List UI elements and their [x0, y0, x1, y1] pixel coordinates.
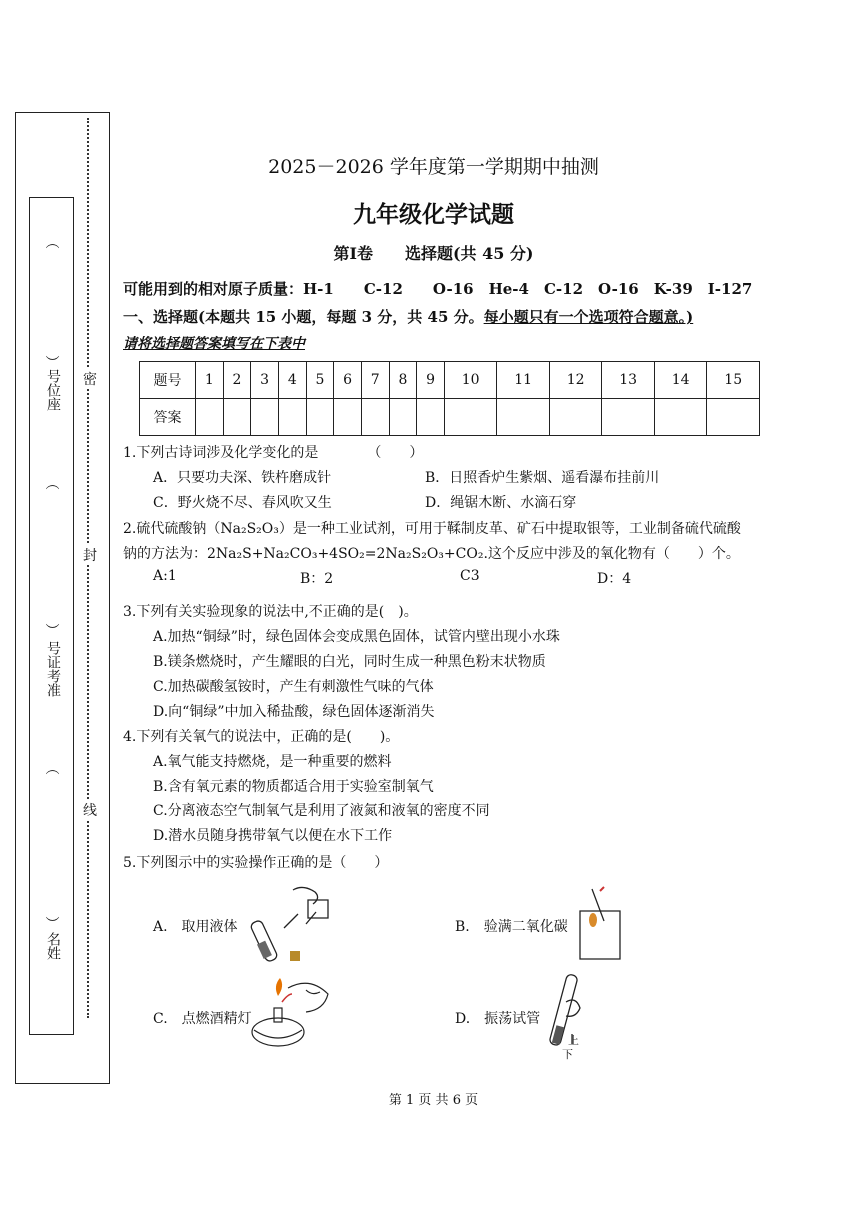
answer-header: 答案 [140, 399, 196, 436]
shake-label-up: 上 [568, 1034, 579, 1047]
answer-row [140, 399, 760, 436]
answer-cell[interactable] [196, 399, 224, 436]
question-number-cell: 3 [251, 362, 279, 399]
answer-cell[interactable] [497, 399, 550, 436]
question-2-option-d: D：4 [597, 571, 632, 587]
question-5-option-b: B. 验满二氧化碳 [455, 919, 568, 935]
section-one-intro [123, 306, 693, 327]
question-5-option-c: C. 点燃酒精灯 [153, 1011, 252, 1027]
question-5-option-a: A. 取用液体 [153, 919, 238, 935]
seat-paren-close: ） [43, 355, 59, 369]
shake-label-down: 下 [562, 1048, 573, 1061]
answer-table [139, 361, 760, 436]
name-paren-open: （ [43, 761, 59, 775]
question-2-stem-line1: 2.硫代硫酸钠（Na₂S₂O₃）是一种工业试剂，可用于鞣制皮革、矿石中提取银等，工业制备硫代硫酸 [123, 521, 741, 537]
question-1-option-c: C．野火烧不尽、春风吹又生 [153, 495, 332, 511]
answer-cell[interactable] [223, 399, 251, 436]
question-3-option-d: D.向“铜绿”中加入稀盐酸，绿色固体逐渐消失 [153, 704, 435, 720]
question-number-cell: 5 [306, 362, 334, 399]
seal-mark-2: 封 [83, 545, 97, 565]
co2-test-illustration [572, 885, 627, 963]
question-4-option-b: B.含有氧元素的物质都适合用于实验室制氧气 [153, 779, 434, 795]
exam-id-paren-close: ） [43, 623, 59, 637]
answer-instruction: 请将选择题答案填写在下表中 [123, 336, 305, 352]
pouring-liquid-illustration [238, 882, 343, 967]
question-1-option-d: D．绳锯木断、水滴石穿 [425, 495, 577, 511]
question-number-cell: 14 [654, 362, 707, 399]
answer-cell[interactable] [278, 399, 306, 436]
question-number-cell: 15 [707, 362, 760, 399]
name-label: 名姓 [45, 932, 61, 960]
question-number-cell: 4 [278, 362, 306, 399]
name-paren-close: ） [43, 916, 59, 930]
exam-term-title: 2025－2026 学年度第一学期期中抽测 [268, 156, 599, 178]
question-number-cell: 11 [497, 362, 550, 399]
question-number-cell: 1 [196, 362, 224, 399]
question-3-option-b: B.镁条燃烧时，产生耀眼的白光，同时生成一种黑色粉末状物质 [153, 654, 546, 670]
question-number-cell: 13 [602, 362, 655, 399]
answer-cell[interactable] [306, 399, 334, 436]
question-1-stem: 1.下列古诗词涉及化学变化的是 （ ） [123, 445, 424, 461]
question-4-option-c: C.分离液态空气制氧气是利用了液氮和液氧的密度不同 [153, 803, 490, 819]
question-4-stem: 4.下列有关氧气的说法中，正确的是( )。 [123, 729, 400, 745]
seal-mark-3: 线 [83, 800, 97, 820]
page-number: 第 1 页 共 6 页 [388, 1093, 479, 1108]
question-3-option-c: C.加热碳酸氢铵时，产生有刺激性气味的气体 [153, 679, 434, 695]
question-number-header: 题号 [140, 362, 196, 399]
answer-cell[interactable] [334, 399, 362, 436]
question-2-stem-line2: 钠的方法为：2Na₂S+Na₂CO₃+4SO₂=2Na₂S₂O₃+CO₂.这个反应中涉及的氧化物有（ ）个。 [123, 546, 740, 562]
answer-cell[interactable] [444, 399, 497, 436]
question-number-cell: 6 [334, 362, 362, 399]
answer-cell[interactable] [361, 399, 389, 436]
section-one-intro-underlined: 每小题只有一个选项符合题意。) [483, 308, 694, 326]
question-number-cell: 8 [389, 362, 417, 399]
question-3-option-a: A.加热“铜绿”时，绿色固体会变成黑色固体，试管内壁出现小水珠 [153, 629, 560, 645]
alcohol-lamp-illustration [248, 970, 338, 1050]
question-number-cell: 2 [223, 362, 251, 399]
seat-number-label: 号位座 [45, 369, 61, 411]
student-info-box [29, 197, 74, 1035]
question-number-cell: 12 [549, 362, 602, 399]
section-one-intro-text: 一、选择题(本题共 15 小题，每题 3 分，共 45 分。 [123, 308, 484, 326]
answer-cell[interactable] [654, 399, 707, 436]
seal-mark-1: 密 [83, 369, 97, 389]
question-number-cell: 9 [417, 362, 445, 399]
answer-cell[interactable] [707, 399, 760, 436]
question-number-row [140, 362, 760, 399]
question-4-option-d: D.潜水员随身携带氧气以便在水下工作 [153, 828, 393, 844]
question-4-option-a: A.氧气能支持燃烧，是一种重要的燃料 [153, 754, 392, 770]
answer-cell[interactable] [389, 399, 417, 436]
exam-id-paren-open: （ [43, 476, 59, 490]
exam-id-label: 号证考准 [45, 641, 61, 697]
answer-cell[interactable] [602, 399, 655, 436]
question-2-option-b: B：2 [300, 571, 334, 587]
question-1-option-b: B．日照香炉生紫烟、遥看瀑布挂前川 [425, 470, 660, 486]
answer-cell[interactable] [549, 399, 602, 436]
answer-cell[interactable] [417, 399, 445, 436]
seat-paren-open: （ [43, 235, 59, 249]
question-1-option-a: A．只要功夫深、铁杵磨成针 [153, 470, 332, 486]
question-2-option-a: A:1 [153, 568, 177, 584]
question-5-option-d: D. 振荡试管 [455, 1011, 541, 1027]
exam-subject-title: 九年级化学试题 [353, 201, 514, 228]
question-5-stem: 5.下列图示中的实验操作正确的是（ ） [123, 855, 389, 871]
question-number-cell: 7 [361, 362, 389, 399]
atomic-masses: 可能用到的相对原子质量：H-1 C-12 O-16 He-4 C-12 O-16 K-39 I-127 [123, 280, 753, 298]
question-number-cell: 10 [444, 362, 497, 399]
question-3-stem: 3.下列有关实验现象的说法中,不正确的是( )。 [123, 604, 418, 620]
question-2-option-c: C3 [460, 568, 480, 584]
part-one-title: 第Ⅰ卷 选择题(共 45 分) [333, 244, 534, 263]
answer-cell[interactable] [251, 399, 279, 436]
